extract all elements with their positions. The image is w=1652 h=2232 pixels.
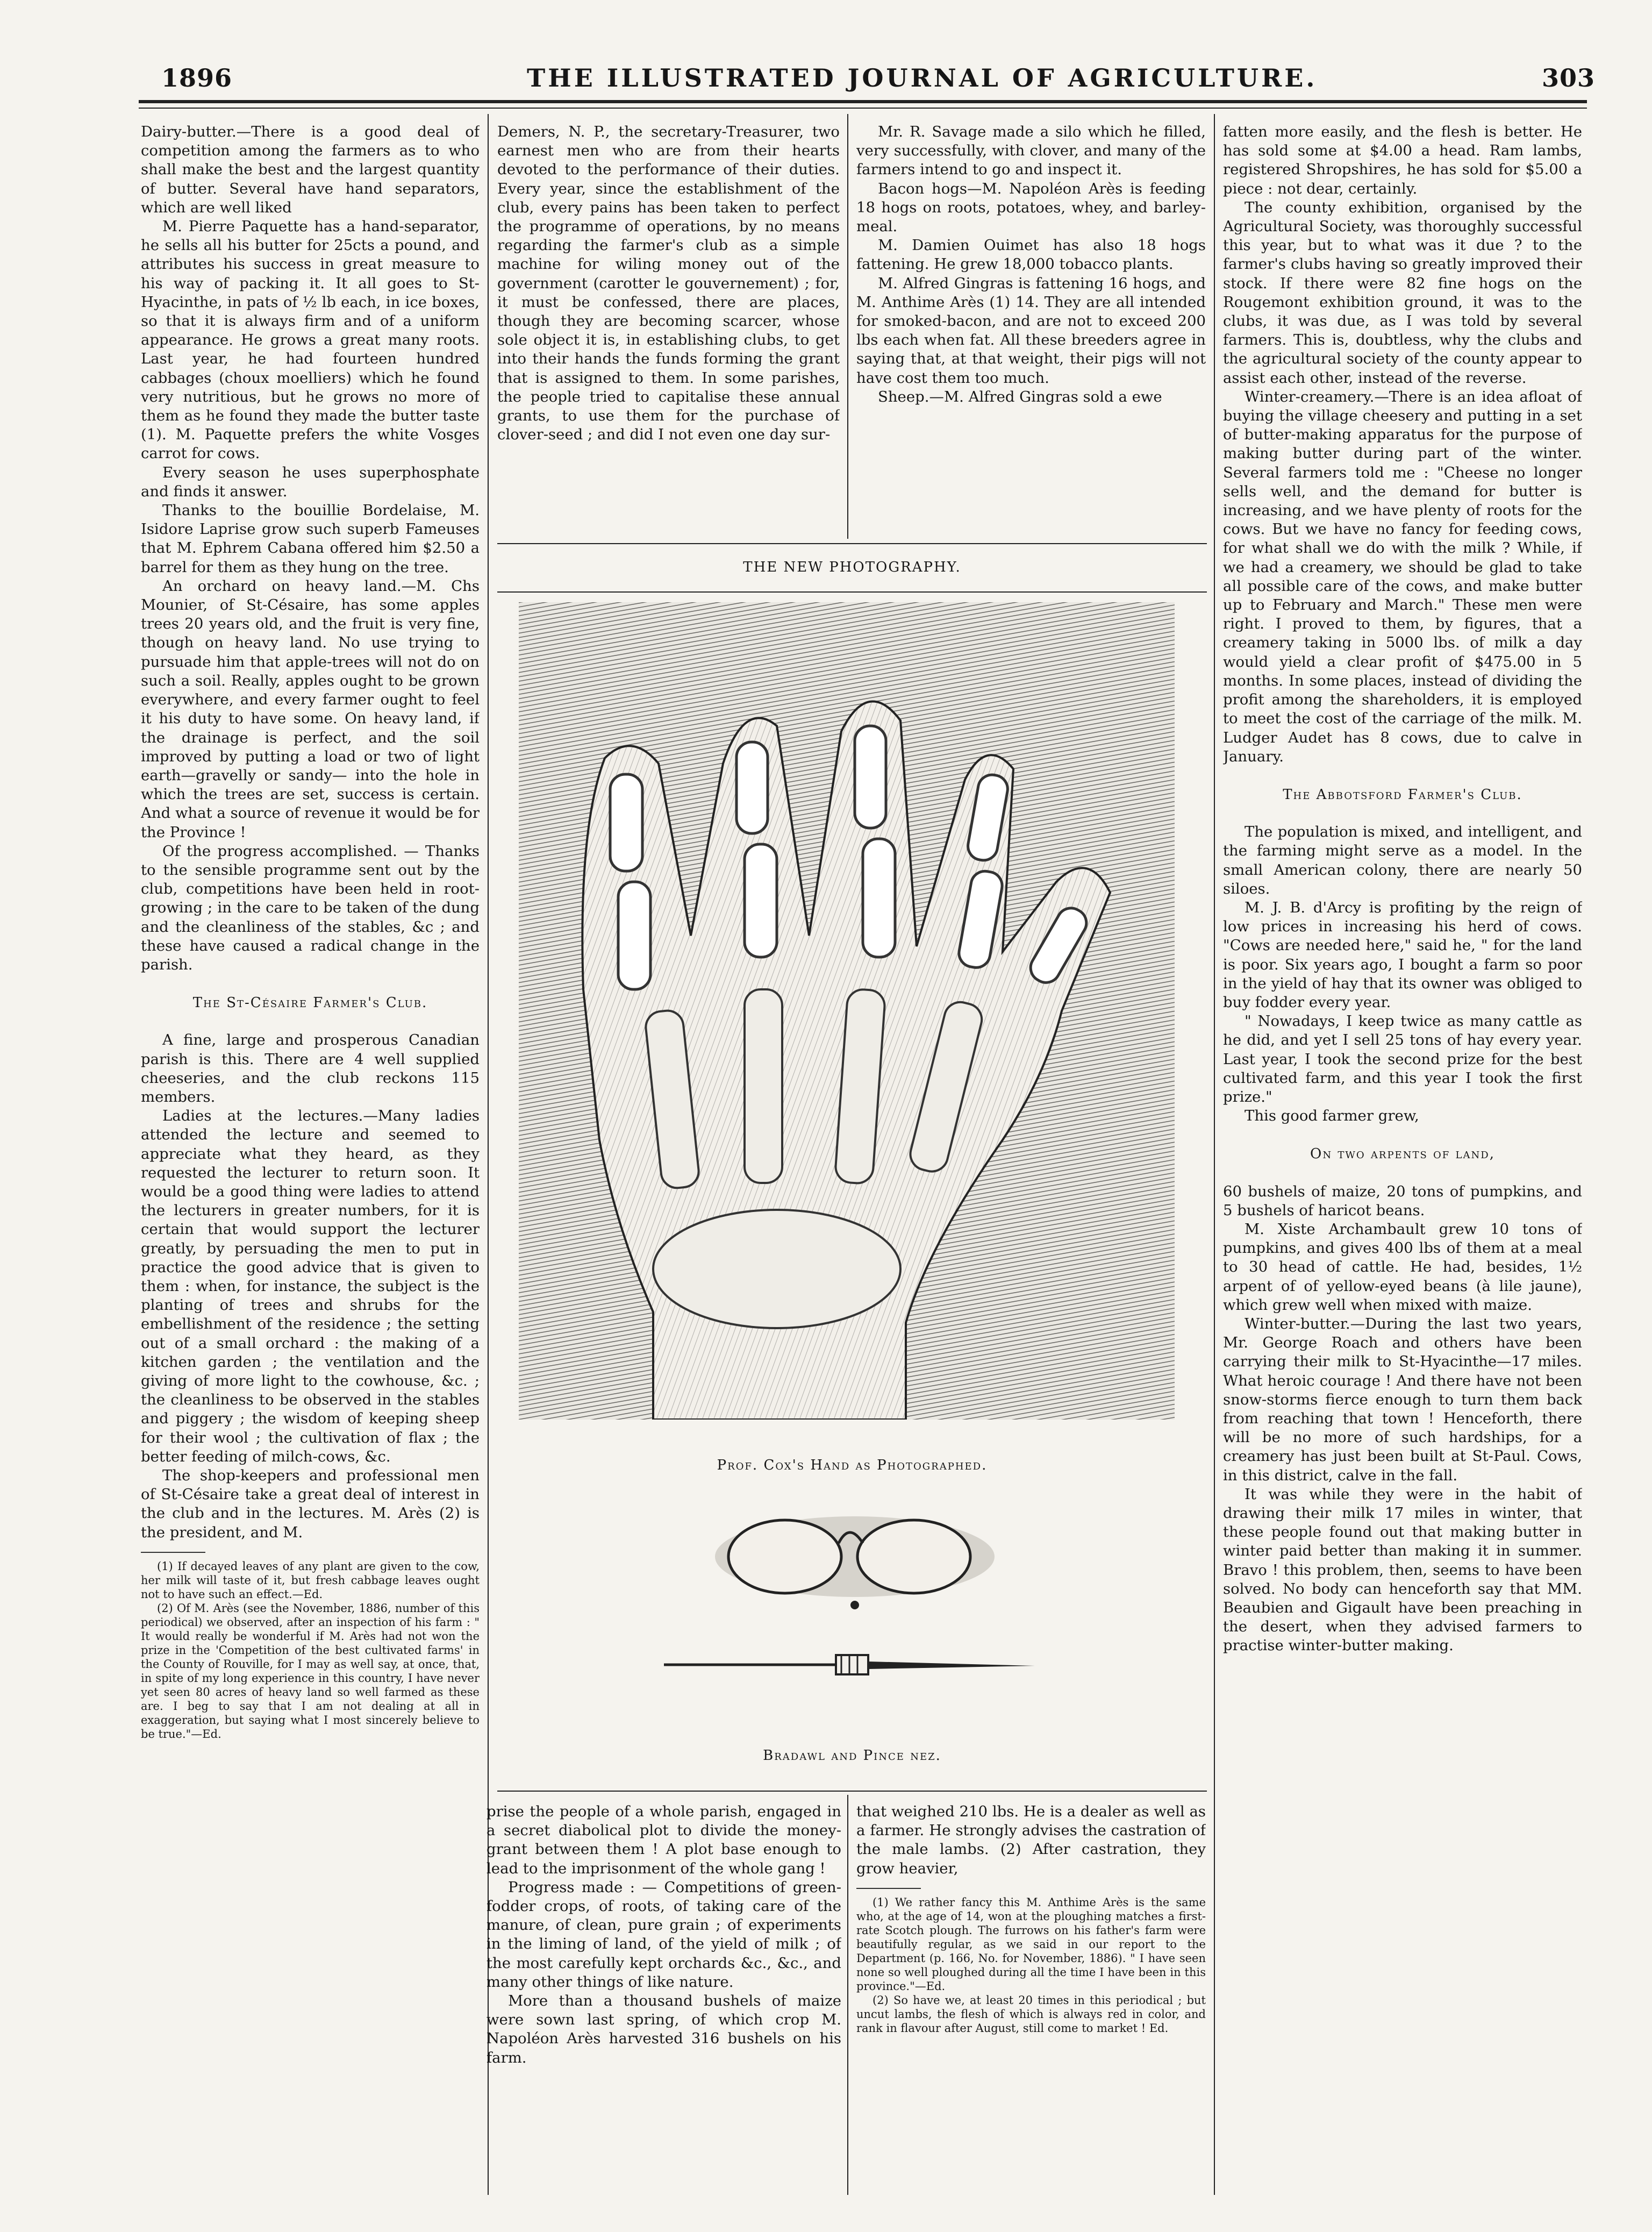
footnote: (1) We rather fancy this M. Anthime Arès is the same who, at the age of 14, won at the ploughing matches a first-rate Scotch plough. The furrows on his father's farm were beautifully regular, as we said in our report to the Department (p. 166, No. for November, 1886). " I have seen none so well ploughed during all the time I have been in this province."—Ed. (856, 1895, 1206, 1993)
paragraph: Every season he uses superphosphate and finds it answer. (141, 463, 480, 500)
paragraph: Ladies at the lectures.—Many ladies attended the lecture and seemed to appreciate what they heard, as they requested the lecturer to return soon. It would be a good thing were ladies to attend the lecturers in greater numbers, for it is certain that would support the lecturer greatly, by persuading the men to put in practice the good advice that is given to them : when, for instance, the subject is the planting of trees and shrubs for the embellishment of the residence ; the setting out of a small orchard : the making of a kitchen garden ; the ventilation and the giving of more light to the cowhouse, &c. ; the cleanliness to be observed in the stables and piggery ; the wisdom of keeping sheep for their wool ; the cultivation of flax ; the better feeding of milch-cows, &c. (141, 1107, 480, 1465)
paragraph: M. Alfred Gingras is fattening 16 hogs, and M. Anthime Arès (1) 14. They are all intended for smoked-bacon, and are not to exceed 200 lbs each when fat. All these breeders agree in saying that, at that weight, their pigs will not have cost them too much. (856, 274, 1206, 387)
article-column-1 (141, 123, 480, 2198)
paragraph: It was while they were in the habit of drawing their milk 17 miles in winter, that these people found out that making butter in winter paid better than making it in summer. Bravo ! this problem, then, seems to have been solved. No body can henceforth say that MM. Beaubien and Gigault have been preaching in the desert, when they advised farmers to practise winter-butter making. (1223, 1485, 1582, 1655)
paragraph: 60 bushels of maize, 20 tons of pumpkins, and 5 bushels of haricot beans. (1223, 1182, 1582, 1219)
header-rule-thin (139, 108, 1587, 109)
article-column-2-continued (487, 1802, 841, 2198)
paragraph: M. Xiste Archambault grew 10 tons of pumpkins, and gives 400 lbs of them at a meal to 30 head of cattle. He had, besides, 1½ arpent of of yellow-eyed beans (à lile jaune), which grew well when mixed with maize. (1223, 1220, 1582, 1314)
paragraph: fatten more easily, and the flesh is better. He has sold some at $4.00 a head. Ram lambs, registered Shropshires, he has sold for $5.00 a piece : not dear, certainly. (1223, 123, 1582, 197)
article-column-3 (856, 123, 1206, 542)
figure-caption: Bradawl and Pince nez. (763, 1748, 941, 1764)
page-header (0, 0, 1652, 108)
paragraph: Of the progress accomplished. — Thanks to the sensible programme sent out by the club, competitions have been held in root-growing ; in the care to be taken of the dung and the cleanliness of the stables, &c ; and these have caused a radical change in the parish. (141, 842, 480, 973)
paragraph: Bacon hogs—M. Napoléon Arès is feeding 18 hogs on roots, potatoes, whey, and barley-meal. (856, 180, 1206, 236)
article-column-3-continued (856, 1802, 1206, 2198)
bradawl-illustration (659, 1645, 1046, 1683)
paragraph: The population is mixed, and intelligent, and the farming might serve as a model. In the small American colony, there are nearly 50 siloes. (1223, 823, 1582, 897)
footnote-rule (856, 1888, 921, 1889)
paragraph: Thanks to the bouillie Bordelaise, M. Isidore Laprise grow such superb Fameuses that M. Ephrem Cabana offered him $2.50 a barrel for them as they hung on the tree. (141, 502, 480, 576)
paragraph: Winter-butter.—During the last two years, Mr. George Roach and others have been carrying their milk to St-Hyacinthe—17 miles. What heroic courage ! And there have not been snow-storms fierce enough to turn them back from reaching that town ! Henceforth, there will be no more of such hardships, for a creamery has just been built at St-Paul. Cows, in this district, calve in the fall. (1223, 1315, 1582, 1484)
issue-year: 1896 (161, 63, 233, 92)
paragraph: The county exhibition, organised by the Agricultural Society, was thoroughly successful this year, but to what was it due ? to the farmer's clubs having so greatly improved their stock. If there were 82 fine hogs on the Rougemont exhibition ground, it was to the clubs, it was due, as I was told by several farmers. This is, doubtless, why the clubs and the agricultural society of the county appear to assist each other, instead of the reverse. (1223, 198, 1582, 387)
pince-nez-illustration (693, 1506, 1016, 1613)
footnotes (141, 1559, 480, 1741)
article-column-2 (497, 123, 840, 542)
paragraph: Dairy-butter.—There is a good deal of competition among the farmers as to who shall make the best and the largest quantity of butter. Several have hand separators, which are well liked (141, 123, 480, 216)
column-divider (847, 1795, 848, 2195)
section-heading: The St-Césaire Farmer's Club. (192, 995, 428, 1011)
footnote-rule (141, 1552, 205, 1553)
figure-rule (497, 543, 1207, 544)
footnote: (2) Of M. Arès (see the November, 1886, number of this periodical) we observed, after an inspection of his farm : " It would really be wonderful if M. Arès had not won the prize in the 'Competition of the best cultivated farms' in the County of Rouville, for I may as well say, at once, that, in spite of my long experience in this country, I have never yet seen 80 acres of heavy land so well farmed as these are. I beg to say that I am not dealing at all in exaggeration, but saying what I most sincerely believe to be true."—Ed. (141, 1601, 480, 1741)
paragraph: M. J. B. d'Arcy is profiting by the reign of low prices in increasing his herd of cows. "Cows are needed here," said he, " for the land is poor. Six years ago, I bought a farm so poor in the yield of hay that its owner was obliged to buy fodder every year. (1223, 898, 1582, 1011)
hand-xray-illustration (519, 602, 1175, 1420)
paragraph: M. Pierre Paquette has a hand-separator, he sells all his butter for 25cts a pound, and attributes his success in great measure to his way of packing it. It all goes to St-Hyacinthe, in pats of ½ lb each, in ice boxes, so that it is always firm and of a uniform appearance. He grows a great many roots. Last year, he had fourteen hundred cabbages (choux moelliers) which he found very nutritious, but he grows no more of them as he found they made the butter taste (1). M. Paquette prefers the white Vosges carrot for cows. (141, 218, 480, 462)
paragraph: that weighed 210 lbs. He is a dealer as well as a farmer. He strongly advises the castration of the male lambs. (2) After castration, they grow heavier, (856, 1803, 1206, 1877)
paragraph: " Nowadays, I keep twice as many cattle as he did, and yet I sell 25 tons of hay every year. Last year, I took the second prize for the best cultivated farm, and this year I took the first prize." (1223, 1012, 1582, 1106)
figure-rule (497, 1791, 1207, 1792)
paragraph: Winter-creamery.—There is an idea afloat of buying the village cheesery and putting in a set of butter-making apparatus for the purpose of making butter during part of the winter. Several farmers told me : "Cheese no longer sells well, and the demand for butter is increasing, and we have plenty of roots for the cows. But we have no fancy for feeding cows, for what shall we do with the milk ? While, if we had a creamery, we should be glad to take all possible care of the cows, and make butter up to February and March." These men were right. I proved to them, by figures, that a creamery taking in 5000 lbs. of milk a day would yield a clear profit of $475.00 in 5 months. In some places, instead of dividing the profit among the shareholders, it is employed to meet the cost of the carriage of the milk. M. Ludger Audet has 8 cows, due to calve in January. (1223, 388, 1582, 765)
paragraph: Demers, N. P., the secretary-Treasurer, two earnest men who are from their hearts devoted to the performance of their duties. Every year, since the establishment of the club, every pains has been taken to perfect the programme of operations, by no means regarding the farmer's club as a simple machine for wiling money out of the government (carotter le gouvernement) ; for, it must be confessed, there are places, though they are becoming scarcer, whose sole object it is, in establishing clubs, to get into their hands the funds forming the grant that is assigned to them. In some parishes, the people tried to capitalise these annual grants, to use them for the purchase of clover-seed ; and did I not even one day sur- (497, 123, 840, 444)
paragraph: prise the people of a whole parish, engaged in a secret diabolical plot to divide the money-grant between them ! A plot base enough to lead to the imprisonment of the whole gang ! (487, 1803, 841, 1877)
paragraph: More than a thousand bushels of maize were sown last spring, of which crop M. Napoléon Arès harvested 316 bushels on his farm. (487, 1992, 841, 2066)
footnotes (856, 1895, 1206, 2035)
column-divider (1214, 114, 1215, 2195)
figure-caption: Prof. Cox's Hand as Photographed. (717, 1457, 988, 1473)
section-heading: The Abbotsford Farmer's Club. (1283, 786, 1522, 803)
paragraph: The shop-keepers and professional men of St-Césaire take a great deal of interest in the club and in the lectures. M. Arès (2) is the president, and M. (141, 1467, 480, 1541)
section-subheading: On two arpents of land, (1310, 1146, 1495, 1163)
journal-title: THE ILLUSTRATED JOURNAL OF AGRICULTURE. (527, 63, 1318, 92)
figure-heading: THE NEW PHOTOGRAPHY. (743, 559, 961, 575)
column-divider (847, 114, 848, 539)
paragraph: A fine, large and prosperous Canadian parish is this. There are 4 well supplied cheeseries, and the club reckons 115 members. (141, 1031, 480, 1106)
paragraph: An orchard on heavy land.—M. Chs Mounier, of St-Césaire, has some apples trees 20 years old, and the fruit is very fine, though on heavy land. No use trying to pursuade him that apple-trees will not do on such a soil. Really, apples ought to be grown everywhere, and every farmer ought to feel it his duty to have some. On heavy land, if the drainage is perfect, and the soil improved by putting a load or two of light earth—gravelly or sandy— into the hole in which the trees are set, success is certain. And what a source of revenue it would be for the Province ! (141, 577, 480, 841)
figure-rule (497, 591, 1207, 593)
paragraph: Mr. R. Savage made a silo which he filled, very successfully, with clover, and many of the farmers intend to go and inspect it. (856, 123, 1206, 179)
page-number: 303 (1542, 63, 1596, 92)
footnote: (1) If decayed leaves of any plant are given to the cow, her milk will taste of it, but fresh cabbage leaves ought not to have such an effect.—Ed. (141, 1559, 480, 1601)
paragraph: This good farmer grew, (1245, 1107, 1419, 1125)
header-rule-thick (139, 100, 1587, 103)
footnote: (2) So have we, at least 20 times in this periodical ; but uncut lambs, the flesh of which is always red in color, and rank in flavour after August, still come to market ! Ed. (856, 1993, 1206, 2035)
article-column-4 (1223, 123, 1582, 2198)
paragraph: Progress made : — Competitions of green-fodder crops, of roots, of taking care of the manure, of clean, pure grain ; of experiments in the liming of land, of the yield of milk ; of the most carefully kept orchards &c., &c., and many other things of like nature. (487, 1878, 841, 1991)
paragraph: M. Damien Ouimet has also 18 hogs fattening. He grew 18,000 tobacco plants. (856, 237, 1206, 273)
paragraph: Sheep.—M. Alfred Gingras sold a ewe (878, 388, 1162, 405)
